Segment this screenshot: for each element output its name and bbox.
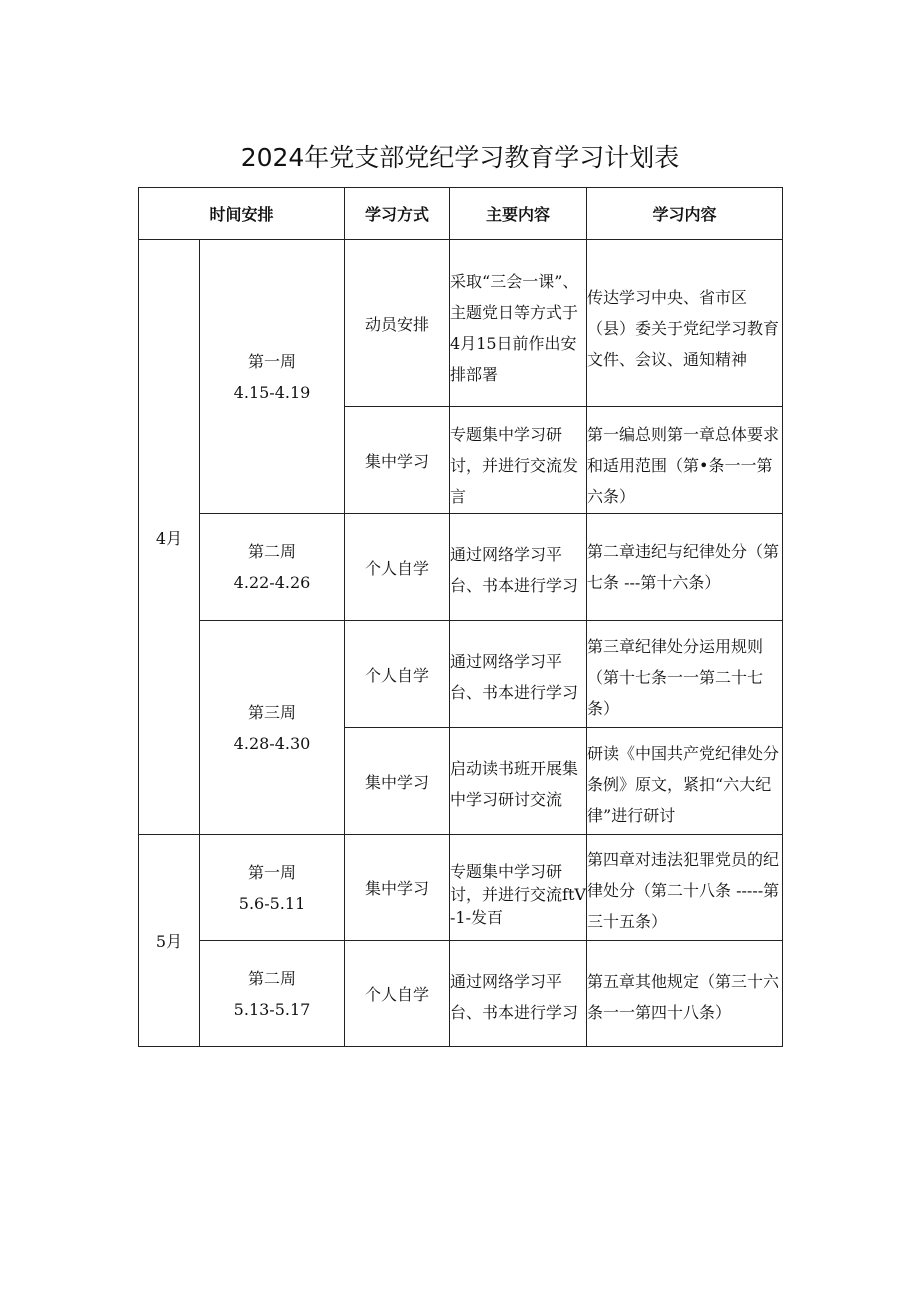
mode-cell: 集中学习 — [345, 835, 450, 941]
content-cell — [587, 728, 783, 835]
week-cell — [200, 240, 345, 514]
content-text: 第四章对违法犯罪党员的纪律处分（第二十八条 -----第三十五条） — [587, 850, 780, 931]
week-label: 第二周 — [248, 968, 297, 988]
week-cell — [200, 514, 345, 621]
main-cell — [450, 941, 587, 1047]
main-cell — [450, 514, 587, 621]
week-range: 4.28-4.30 — [233, 733, 311, 753]
content-text: 第五章其他规定（第三十六条一一第四十八条） — [587, 971, 780, 1022]
content-cell — [587, 240, 783, 407]
content-cell — [587, 407, 783, 514]
main-text: 专题集中学习研讨，并进行交流ftV-1-发百 — [450, 862, 586, 927]
week-range: 4.22-4.26 — [233, 573, 311, 592]
month-cell-april: 4月 — [139, 240, 200, 835]
table-row — [139, 941, 783, 1047]
main-cell — [450, 835, 587, 941]
content-text: 第三章纪律处分运用规则（第十七条一一第二十七条） — [587, 636, 764, 718]
main-cell — [450, 407, 587, 514]
content-text: 研读《中国共产党纪律处分条例》原文，紧扣“六大纪律”进行研讨 — [587, 743, 780, 825]
document-title: 2024年党支部党纪学习教育学习计划表 — [240, 143, 680, 172]
week-range: 4.15-4.19 — [233, 382, 311, 402]
content-text: 第二章违纪与纪律处分（第七条 ---第十六条） — [587, 542, 780, 592]
main-text: 通过网络学习平台、书本进行学习 — [450, 545, 579, 595]
table-row — [139, 240, 783, 407]
month-cell-may: 5月 — [139, 835, 200, 1047]
mode-cell: 动员安排 — [345, 240, 450, 407]
main-text: 通过网络学习平台、书本进行学习 — [450, 652, 579, 702]
main-text: 通过网络学习平台、书本进行学习 — [450, 971, 579, 1022]
study-plan-table — [138, 187, 783, 1047]
week-label: 第一周 — [248, 862, 297, 882]
week-range: 5.6-5.11 — [238, 893, 306, 913]
table-row — [139, 835, 783, 941]
main-cell — [450, 728, 587, 835]
mode-cell: 个人自学 — [345, 514, 450, 621]
week-label: 第一周 — [248, 351, 297, 371]
week-cell — [200, 941, 345, 1047]
content-text: 传达学习中央、省市区（县）委关于党纪学习教育文件、会议、通知精神 — [587, 287, 780, 369]
main-text: 专题集中学习研讨，并进行交流发言 — [450, 424, 579, 506]
week-cell — [200, 835, 345, 941]
header-time: 时间安排 — [139, 188, 345, 240]
header-main: 主要内容 — [450, 188, 587, 240]
content-cell — [587, 835, 783, 941]
content-cell — [587, 621, 783, 728]
header-mode: 学习方式 — [345, 188, 450, 240]
week-label: 第三周 — [248, 702, 297, 722]
main-cell — [450, 621, 587, 728]
week-label: 第二周 — [248, 542, 297, 561]
main-cell — [450, 240, 587, 407]
header-content: 学习内容 — [587, 188, 783, 240]
table-row — [139, 514, 783, 621]
week-cell — [200, 621, 345, 835]
table-header-row — [139, 188, 783, 240]
mode-cell: 个人自学 — [345, 941, 450, 1047]
mode-cell: 集中学习 — [345, 407, 450, 514]
content-cell — [587, 941, 783, 1047]
mode-cell: 个人自学 — [345, 621, 450, 728]
mode-cell: 集中学习 — [345, 728, 450, 835]
table-row — [139, 621, 783, 728]
content-cell — [587, 514, 783, 621]
week-range: 5.13-5.17 — [233, 999, 311, 1019]
content-text: 第一编总则第一章总体要求和适用范围（第•条一一第六条） — [587, 424, 780, 506]
main-text: 启动读书班开展集中学习研讨交流 — [450, 759, 579, 809]
main-text: 采取“三会一课”、主题党日等方式于4月15日前作出安排部署 — [450, 272, 579, 384]
